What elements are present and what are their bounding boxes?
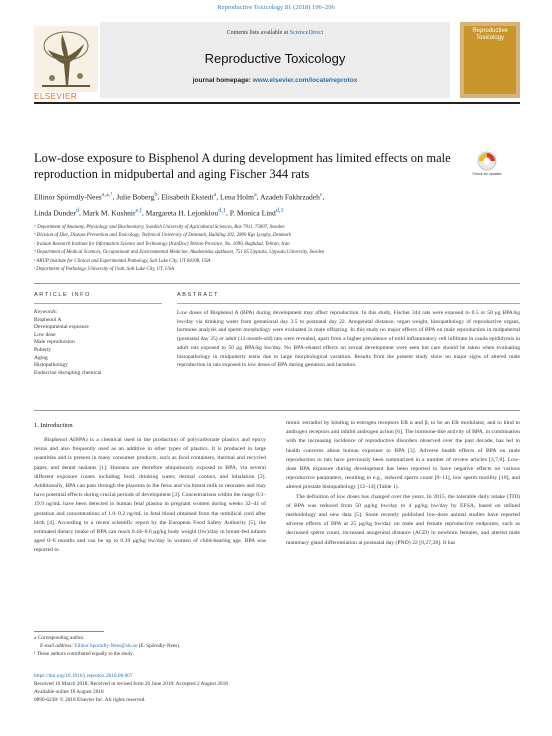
body-paragraph: mimic estradiol by binding to estrogen receptors ER α and β, to be an ER modulator, and to bind to androgen receptors and inhibit androgen action [6]. The hormone-like activity of BPA, in combination with the increasing incidence of reproductive disorders observed over the past decade, has led to health concerns about human exposure to BPA [3]. Adverse health effects of BPA on male reproduction in rats have previously been summarized in a number of review articles [3,7,8]. Low-dose BPA exposure during development has been reported to have negative effects on various reproductive parameters, resulting in e.g., reduced sperm count [9–11], low sperm motility [10], and altered prostate histopathology [12–14] (Table 1). [286, 420, 520, 491]
article-info-rule [34, 303, 162, 304]
body-paragraph: Bisphenol A(BPA) is a chemical used in the production of polycarbonate plastics and epoxy resins and also frequently used as an additive in other types of plastics. It is produced in large quantities and is present in many consumer products, such as food containers, thermal and recycled paper, and dental sealants [1]. Humans are therefore ubiquitously exposed to BPA, via several different exposure routes including food, drinking water, dermal contact, and inhalation [2]. Additionally, BPA can pass through the placenta to the fetus and via breast milk to neonates and may have potential effects during crucial periods of development [3]. Concentrations within the range 0.3–19.9 ng/mL have been detected in human fetal plasma in pregnant women during weeks 32–41 of gestation and concentrations of 1.0–9.2 ng/mL in fetal blood obtained from the umbilical cord after birth [4]. According to a recent scientific report by the European Food Safety Authority [5], the estimated dietary intake of BPA can reach 0.44–0.6 μg/kg body weight (bw)/day in breast-fed infants aged 0–6 months and can be up to 0.39 μg/kg bw/day in women of child-bearing age. BPA was reported to [34, 437, 266, 554]
affiliation-item: ᶠ Department of Pathology, University of Utah, Salt Lake City, UT, USA [34, 267, 174, 273]
article-info-heading: ARTICLE INFO [34, 292, 91, 298]
body-column-left [34, 436, 266, 556]
footnotes [34, 634, 334, 659]
running-head[interactable]: Reproductive Toxicology 81 (2018) 196–206 [217, 4, 335, 11]
abstract-text: Low doses of Bisphenol A (BPA) during development may affect reproduction. In this study, Fischer 344 rats were exposed to 0.5 or 50 μg BPA/kg bw/day via drinking water from gestational day 3.5 to postnatal day 22. Anogenital distance, organ weight, histopathology of reproductive organs, hormone analysis and sperm morphology were evaluated in male offspring. In this study no major effects of BPA on male reproduction in midpubertal (postnatal day 35) or adult (12-month-old) rats were revealed, apart from a higher prevalence of mild inflammatory cell infiltrate in cauda epididymis in adult rats exposed to 50 μg BPA/kg bw/day. No BPA-related effects on sexual development were seen but care should be taken when evaluating histopathology in midpuberty testis due to large morphological variation. Results from the present study show no major signs of altered male reproduction in rats exposed to low doses of BPA during gestation and lactation. [177, 310, 520, 369]
affiliation-rule [34, 283, 520, 284]
keywords-box [34, 309, 162, 377]
abstract-heading: ABSTRACT [177, 292, 220, 298]
journal-homepage: journal homepage: www.elsevier.com/locate/reprotox [192, 77, 358, 84]
check-for-updates-icon[interactable] [474, 150, 500, 180]
affiliation-item: ᵃ Department of Anatomy, Physiology and Biochemistry, Swedish University of Agricultural Sciences, Box 7011, 75007, Sweden [34, 225, 285, 230]
publisher-wordmark: ELSEVIER [34, 92, 78, 101]
keyword-item: Aging [34, 354, 48, 361]
elsevier-tree-logo [34, 26, 98, 92]
keyword-item: Puberty [34, 346, 52, 353]
keyword-item: Bisphenol A [34, 316, 62, 323]
body-column-right [286, 419, 520, 548]
body-rule [34, 410, 520, 411]
keyword-item: Low dose [34, 331, 56, 338]
keywords-heading: Keywords: [34, 309, 58, 315]
header-rule [34, 102, 520, 104]
keyword-item: Male reproduction [34, 339, 75, 346]
equal-contribution-note: ¹ These authors contributed equally to the study. [34, 651, 134, 658]
article-title: Low-dose exposure to Bisphenol A during development has limited effects on male reproduction in midpubertal and aging Fischer 344 rats [34, 151, 451, 181]
contents-line: Contents lists available at ScienceDirect [226, 30, 324, 36]
check-badge-text: Check for updates [472, 172, 502, 176]
journal-cover-title: Reproductive Toxicology [472, 28, 508, 41]
corresponding-author-note: ⁎ Corresponding author. [34, 635, 85, 641]
affiliation-item: ᶜ Iranian Research Institute for Information Science and Technology (IranDoc) Tehran Province, No. 1090, Baghdad, Tehran, Iran [34, 241, 290, 247]
keyword-item: Developmental exposure [34, 324, 89, 331]
section-heading-introduction: 1. Introduction [34, 422, 73, 429]
email-link[interactable]: Ellinor.Sporndly-Nees@slu.se [74, 643, 138, 650]
article-footer [34, 672, 384, 704]
footnote-rule [34, 631, 104, 632]
affiliation-item: ᵈ Department of Medical Sciences, Occupational and Environmental Medicine, Akademiska sjukhuset, 751 85 Uppsala, Uppsala University, Sweden [34, 250, 325, 256]
author-list: Ellinor Spörndly-Nees$^{a,⁎,^1}$, Julie Boberg$^b$, Elisabeth Ekstedt$^a$, Lena Holm$^a$, Azadeh Fakhrzadeh$^c$, Linda Dunder$^d$, Mark M. Kushnir$^{e,f}$, Margareta H. Lejonklou$^{d,1}$, P. Monica Lind$^{d,1}$ [34, 191, 325, 217]
affiliations [34, 224, 504, 274]
affiliation-item: ᵇ Division of Diet, Disease Prevention and Toxicology, Technical University of Denmark, Building 202, 2800 Kgs Lyngby, Denmark [34, 233, 292, 239]
abstract-rule [177, 303, 520, 304]
copyright: 0890-6238/ © 2018 Elsevier Inc. All rights reserved. [34, 697, 146, 704]
sciencedirect-link[interactable]: ScienceDirect [289, 30, 324, 36]
keyword-item: Histopathology [34, 362, 68, 369]
journal-title: Reproductive Toxicology [204, 51, 346, 66]
email-note: E-mail address: Ellinor.Sporndly-Nees@slu.se (E. Spörndly-Nees). [40, 643, 181, 650]
affiliation-item: ᵉ ARUP Institute for Clinical and Experimental Pathology, Salt Lake City, UT 84108, USA [34, 258, 211, 264]
doi-link[interactable]: https://doi.org/10.1016/j.reprotox.2018.08.007 [34, 673, 133, 679]
homepage-link[interactable]: www.elsevier.com/locate/reprotox [252, 77, 358, 84]
body-paragraph: The definition of low doses has changed over the years. In 2015, the tolerable daily intake (TDI) of BPA was reduced from 50 μg/kg bw/day to 4 μg/kg bw/day by EFSA, based on refined methodology and new data [5]. Some recently published low-dose animal studies have reported adverse effects of BPA at 25 μg/kg bw/day on male and female reproductive endpoints, such as decreased sperm count, increased anogenital distance (AGD) in newborn females, and altered male mammary gland differentiation at postnatal day (PND) 22 [9,27,28]. It has [286, 493, 520, 546]
available-online: Available online 16 August 2018 [34, 689, 104, 696]
keyword-item: Endocrine disrupting chemical [34, 369, 102, 376]
received-dates: Received 16 March 2018; Received in revised form 26 June 2018; Accepted 2 August 2018 [34, 681, 228, 688]
